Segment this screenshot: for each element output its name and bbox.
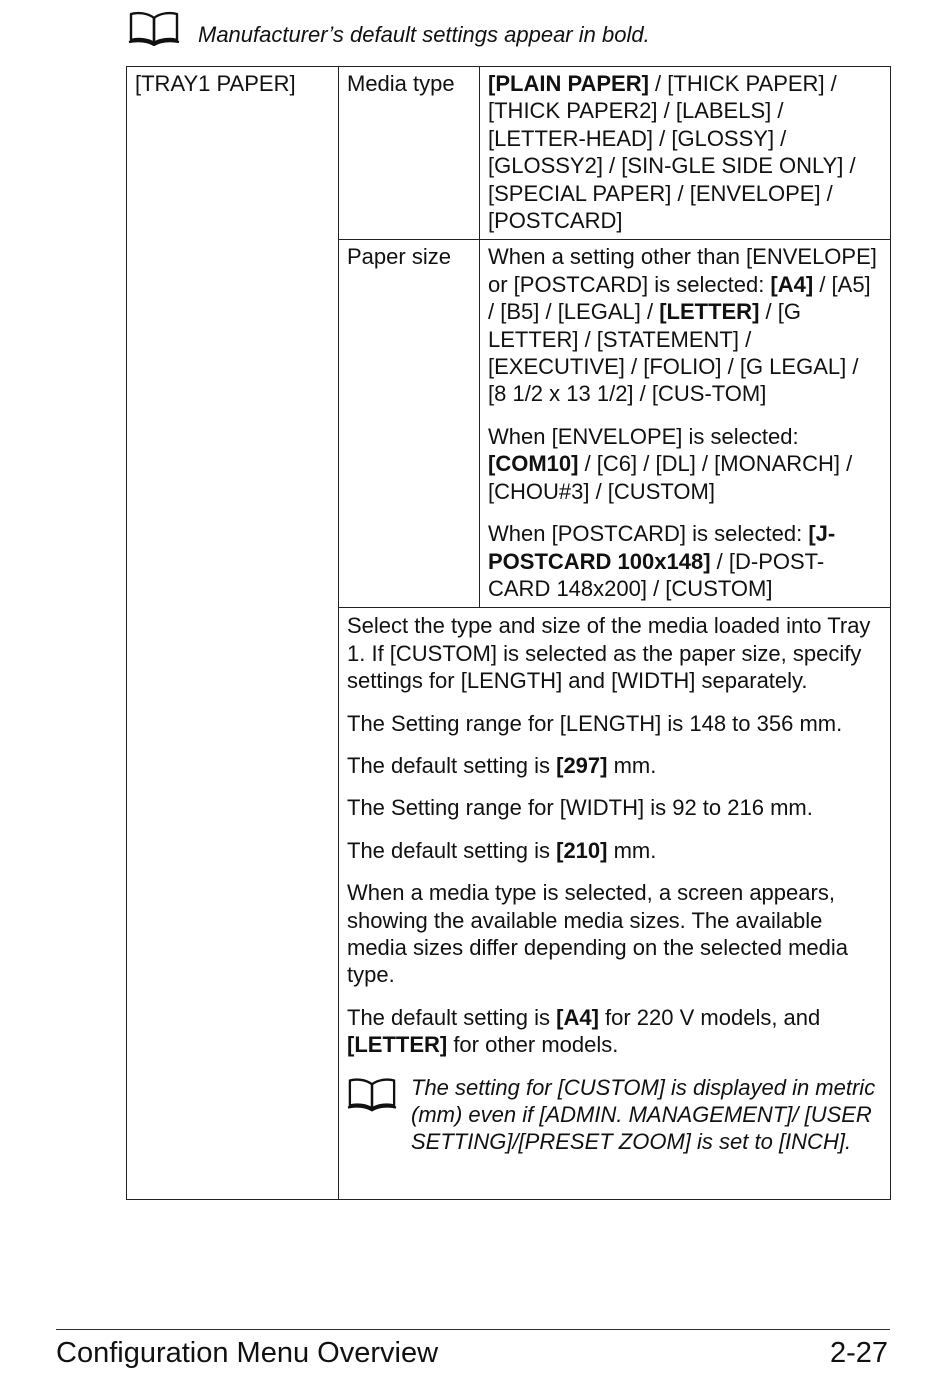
- top-note-text: Manufacturer’s default settings appear in bold.: [198, 22, 650, 47]
- description-cell: [339, 608, 891, 1199]
- paper-size-standard: [488, 243, 882, 407]
- text-run: When a media type is selected, a screen appears, showing the available media sizes. The available media sizes differ depending on the selected media type.: [347, 880, 849, 988]
- footer-divider: [56, 1329, 890, 1330]
- text-run: Select the type and size of the media loaded into Tray 1. If [CUSTOM] is selected as the paper size, specify settings for [LENGTH] and [WIDTH] separately.: [347, 613, 871, 694]
- top-note: [128, 10, 888, 50]
- media-type-label-cell: [339, 67, 480, 240]
- description-paragraph: [347, 1004, 882, 1059]
- media-type-label: Media type: [347, 71, 455, 96]
- text-run: for other models.: [447, 1032, 619, 1058]
- paper-size-postcard: [488, 520, 882, 602]
- text-run: mm.: [607, 837, 657, 863]
- text-run: When a setting other than [ENVELOPE] or [POSTCARD] is selected:: [488, 244, 877, 297]
- default-value: [J-POSTCARD 100x148]: [488, 521, 836, 574]
- paper-size-label-cell: [339, 240, 480, 608]
- media-type-options-cell: [480, 67, 891, 240]
- page-number: 2-27: [829, 1337, 888, 1369]
- default-value: [A4]: [556, 1004, 599, 1030]
- description-paragraph: [347, 710, 882, 737]
- description-paragraph: [347, 612, 882, 694]
- footer-title: Configuration Menu Overview: [56, 1337, 439, 1369]
- default-value: [A4]: [770, 271, 814, 297]
- description-paragraph: [347, 752, 882, 779]
- text-run: When [ENVELOPE] is selected:: [488, 423, 799, 449]
- text-run: When [POSTCARD] is selected:: [488, 521, 809, 547]
- text-run: The Setting range for [LENGTH] is 148 to 356 mm.: [347, 710, 843, 736]
- text-run: The default setting is: [347, 1004, 557, 1030]
- text-run: The default setting is: [347, 752, 557, 778]
- description-paragraph: [347, 794, 882, 821]
- settings-table: [126, 66, 891, 1200]
- menu-label: [TRAY1 PAPER]: [135, 71, 296, 96]
- text-run: / [G LETTER] / [STATEMENT] / [EXECUTIVE] / [FOLIO] / [G LEGAL] / [8 1/2 x 13 1/2] / [CUS-TOM]: [488, 299, 859, 407]
- media-type-option-list: / [THICK PAPER] / [THICK PAPER2] / [LABELS] / [LETTER-HEAD] / [GLOSSY] / [GLOSSY2] / [SIN-GLE SIDE ONLY] / [SPECIAL PAPER] / [ENVELOPE] / [POSTCARD]: [488, 71, 856, 234]
- text-run: for 220 V models, and: [598, 1004, 821, 1030]
- paper-size-label: Paper size: [347, 244, 451, 270]
- text-run: mm.: [607, 752, 657, 778]
- default-value: [297]: [556, 752, 608, 778]
- default-value: [COM10]: [488, 451, 579, 477]
- custom-metric-note-text: The setting for [CUSTOM] is displayed in metric (mm) even if [ADMIN. MANAGEMENT]/ [USER SETTING]/[PRESET ZOOM] is set to [INCH].: [411, 1074, 876, 1155]
- text-run: / [A5] / [B5] / [LEGAL] /: [488, 271, 871, 325]
- custom-metric-note: [347, 1074, 882, 1194]
- media-type-options: [488, 70, 882, 234]
- paper-size-envelope: [488, 423, 882, 505]
- default-value: [LETTER]: [659, 299, 760, 325]
- description-paragraph: [347, 879, 882, 989]
- paper-size-options-cell: [480, 240, 891, 608]
- text-run: / [C6] / [DL] / [MONARCH] / [CHOU#3] / [CUSTOM]: [488, 451, 853, 504]
- text-run: The Setting range for [WIDTH] is 92 to 216 mm.: [347, 795, 813, 821]
- default-value: [LETTER]: [347, 1032, 448, 1058]
- book-icon: [347, 1076, 397, 1112]
- description-paragraph: [347, 837, 882, 864]
- book-icon: [128, 10, 180, 46]
- default-value: [210]: [556, 837, 608, 863]
- text-run: / [D-POST-CARD 148x200] / [CUSTOM]: [488, 548, 825, 601]
- media-type-option-default: [PLAIN PAPER]: [488, 71, 649, 96]
- table-row: [127, 67, 891, 240]
- text-run: The default setting is: [347, 837, 557, 863]
- menu-label-cell: [127, 67, 339, 1200]
